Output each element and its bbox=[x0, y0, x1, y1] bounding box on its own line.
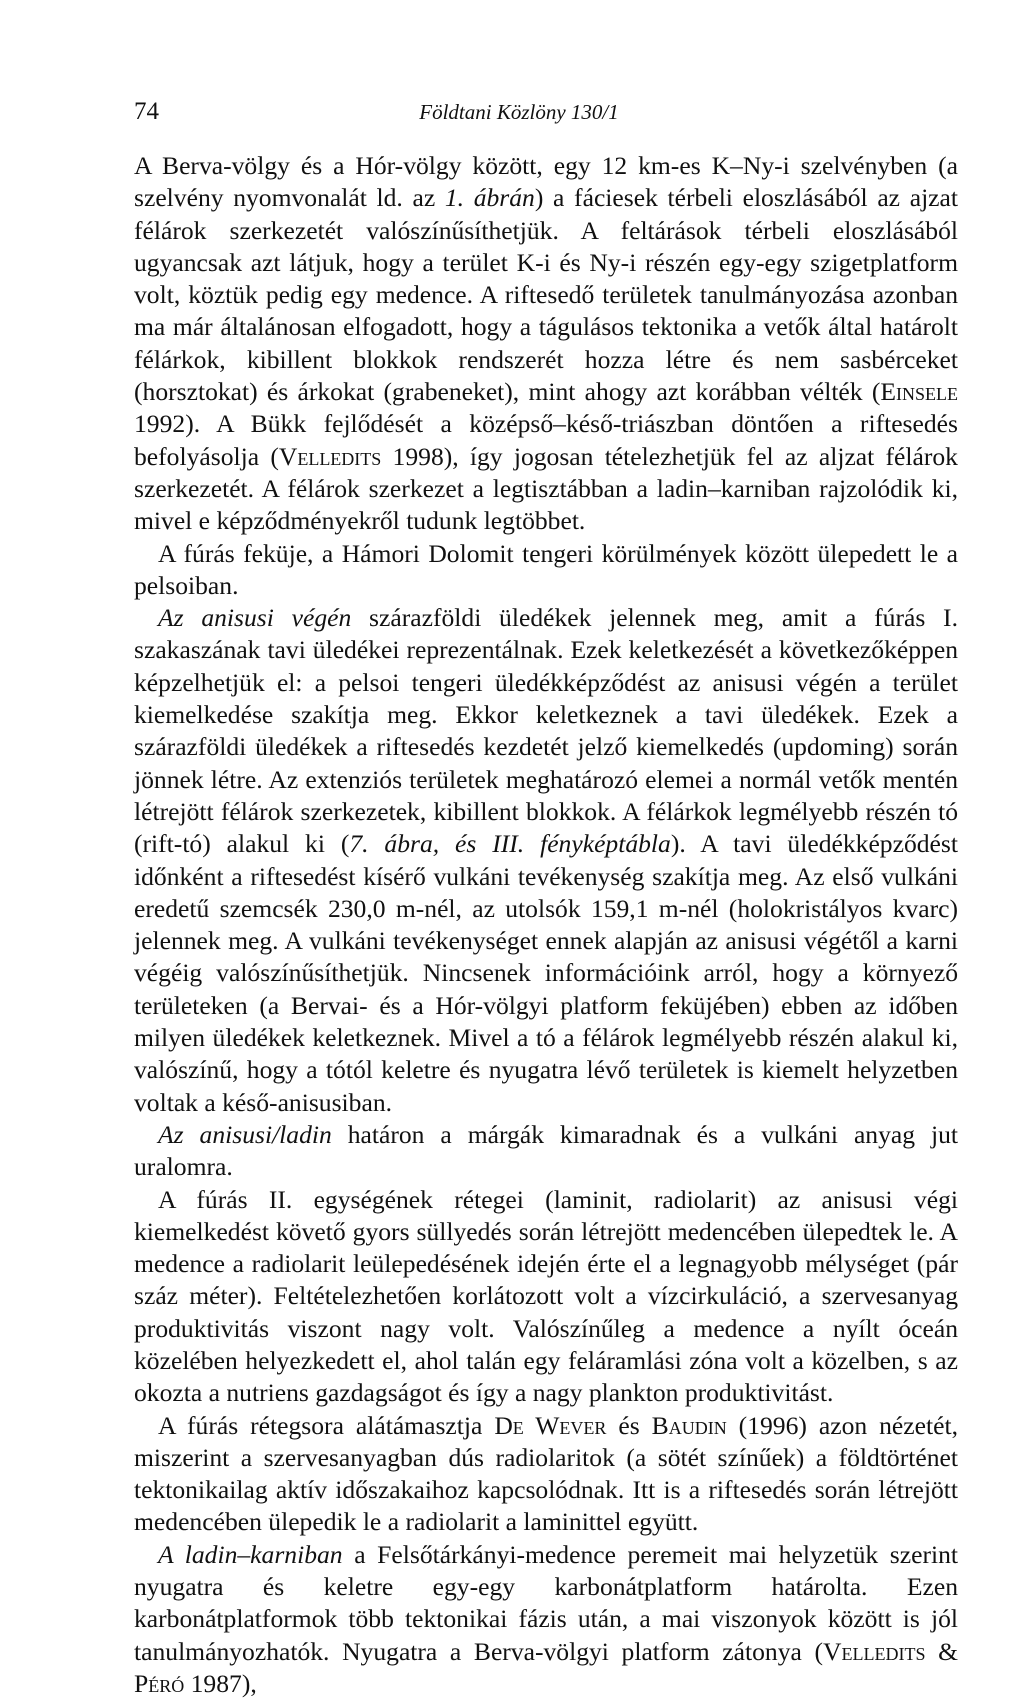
paragraph bbox=[134, 1184, 958, 1410]
text-run: 1987), bbox=[184, 1668, 257, 1698]
body-text bbox=[134, 150, 958, 1700]
text-run: határon a márgák kimaradnak és a vulkáni anyag jut uralomra. bbox=[134, 1119, 959, 1182]
author-name: Einsele bbox=[880, 377, 958, 407]
italic-run: Az anisusi végén bbox=[158, 603, 352, 633]
journal-title: Földtani Közlöny 130/1 bbox=[419, 100, 619, 124]
text-run: 1992). A Bükk fejlődését a középső–késő-triászban döntően a riftesedés befolyásolja ( bbox=[134, 409, 958, 471]
text-run: ) a fáciesek térbeli eloszlásából az ajzat félárok szerkezetét valószínűsíthetjük. A feltárások térbeli eloszlásából ugyancsak azt látjuk, hogy a terület K-i és Ny-i részén egy-egy szigetplatform volt, köztük pedig egy medence. A riftesedő területek tanulmányozása azonban ma már általánosan elfogadott, hogy a tágulásos tektonika a vetők által határolt félárkok, kibillent blokkok rendszerét hozza létre és nem sasbérceket (horsztokat) és árkokat (grabeneket), mint ahogy azt korábban vélték ( bbox=[134, 183, 959, 407]
paragraph bbox=[134, 1410, 958, 1539]
paragraph bbox=[134, 1539, 958, 1700]
page-number: 74 bbox=[134, 98, 159, 125]
text-run: 1998), így jogosan tételezhetjük fel az aljzat félárok szerkezetét. A félárok szerkezet a legtisztábban a ladin–karniban rajzolódik ki, mivel e képződményekről tudunk legtöbbet. bbox=[134, 441, 958, 536]
italic-run: 1. ábrán bbox=[444, 183, 535, 213]
italic-run: Az anisusi/ladin bbox=[158, 1119, 332, 1149]
text-run: A fúrás rétegsora alátámasztja bbox=[158, 1410, 495, 1440]
paragraph bbox=[134, 602, 958, 1119]
text-run: A fúrás II. egységének rétegei (laminit, radiolarit) az anisusi végi kiemelkedést követő gyors süllyedés során létrejött medencében ülepedtek le. A medence a radiolarit leülepedésének idején érte el a legnagyobb mélységet (pár száz méter). Feltételezhetően korlátozott volt a vízcirkuláció, a szervesanyag produktivitás viszont nagy volt. Valószínűleg a medence a nyílt óceán közelében helyezkedett el, ahol talán egy feláramlási zóna volt a közelben, s az okozta a nutriens gazdagságot és így a nagy plankton produktivitást. bbox=[134, 1184, 958, 1408]
text-run: (1996) azon nézetét, miszerint a szervesanyagban dús radiolaritok (a sötét színűek) a földtörténet tektonikailag aktív időszakaihoz kapcsolódnak. Itt is a riftesedés során létrejött medencében ülepedik le a radiolarit a laminittel együtt. bbox=[134, 1410, 958, 1537]
author-name: Baudin bbox=[651, 1410, 727, 1440]
author-name: Velledits bbox=[823, 1636, 926, 1666]
author-name: De Wever bbox=[494, 1410, 607, 1440]
author-name: Velledits bbox=[278, 441, 382, 471]
paragraph bbox=[134, 150, 958, 538]
paragraph bbox=[134, 538, 958, 603]
text-run: A fúrás feküje, a Hámori Dolomit tengeri körülmények között ülepedett le a pelsoiban. bbox=[134, 538, 958, 600]
text-run: és bbox=[606, 1410, 652, 1440]
text-run: a Felsőtárkányi-medence peremeit mai helyzetük szerint nyugatra és keletre egy-egy karbonátplatform határolta. Ezen karbonátplatformok több tektonikai fázis után, a mai viszonyok között is jól tanulmányozhatók. Nyugatra a Berva-völgyi platform zátonya ( bbox=[134, 1539, 958, 1666]
text-run: A Berva-völgy és a Hór-völgy között, egy 12 km-es K–Ny-i szelvényben (a szelvény nyomvonalát ld. az bbox=[134, 151, 958, 213]
running-header bbox=[134, 98, 904, 128]
paragraph bbox=[134, 1119, 958, 1184]
author-name: Péró bbox=[134, 1668, 185, 1698]
italic-run: 7. ábra, és III. fényképtábla bbox=[349, 829, 671, 859]
text-run: & bbox=[925, 1636, 958, 1666]
text-run: szárazföldi üledékek jelennek meg, amit a fúrás I. szakaszának tavi üledékei reprezentálnak. Ezek keletkezését a következőképpen képzelhetjük el: a pelsoi tengeri üledékképződést az anisusi végén a terület kiemelkedése szakítja meg. Ekkor keletkeznek a tavi üledékek. Ezek a szárazföldi üledékek a riftesedés kezdetét jelző kiemelkedés (updoming) során jönnek létre. Az extenziós területek meghatározó elemei a normál vetők mentén létrejött félárok szerkezetek, kibillent blokkok. A félárkok legmélyebb részén tó (rift-tó) alakul ki ( bbox=[134, 603, 958, 859]
text-run: ). A tavi üledékképződést időnként a riftesedést kísérő vulkáni tevékenység szakítja meg. Az első vulkáni eredetű szemcsék 230,0 m-nél, az utolsók 159,1 m-nél (holokristályos kvarc) jelennek meg. A vulkáni tevékenységet ennek alapján az anisusi végétől a karni végéig valószínűsíthetjük. Nincsenek információink arról, hogy a környező területeken (a Bervai- és a Hór-völgyi platform feküjében) ebben az időben milyen üledékek keletkeznek. Mivel a tó a félárok legmélyebb részén alakul ki, valószínű, hogy a tótól keletre és nyugatra lévő területek is kiemelt helyzetben voltak a késő-anisusiban. bbox=[134, 829, 958, 1117]
italic-run: A ladin–karniban bbox=[158, 1539, 343, 1569]
